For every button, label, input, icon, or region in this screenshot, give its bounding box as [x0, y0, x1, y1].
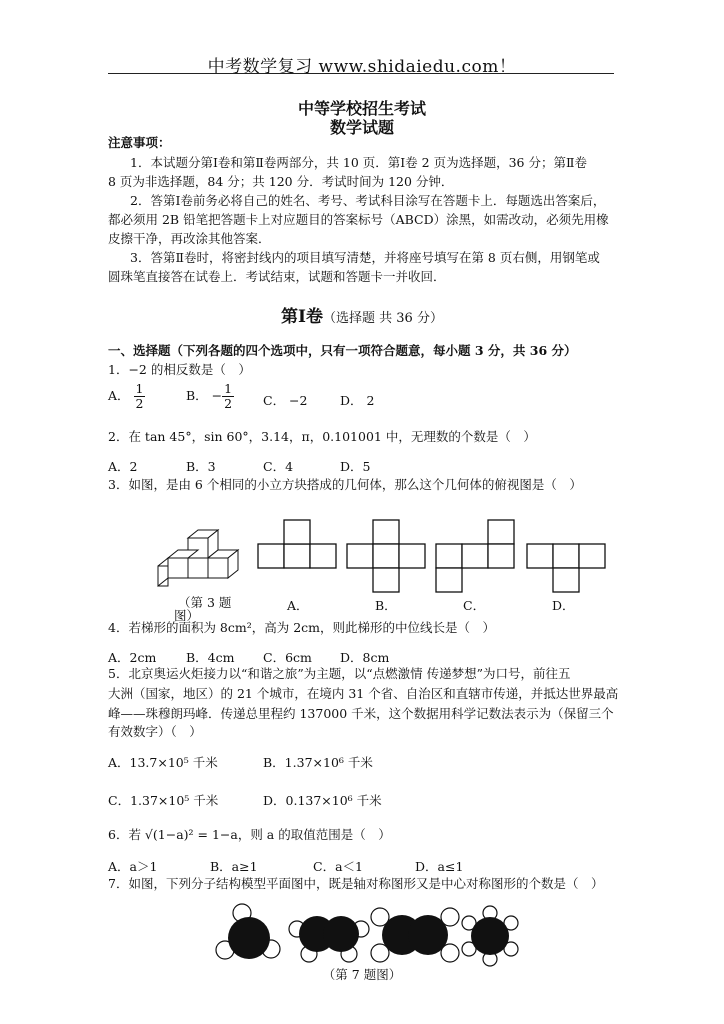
q2-option-a: A．2: [108, 459, 138, 474]
q7-caption: （第 7 题图）: [322, 967, 402, 982]
q1-a-label: A．: [108, 388, 130, 403]
q3-option-d-figure: [527, 544, 607, 592]
q1-b-label: B．: [186, 388, 208, 403]
q3-caption-l2: 图）: [174, 608, 200, 623]
q3-stem: 3．如图，是由 6 个相同的小立方块搭成的几何体，那么这个几何体的俯视图是（ ）: [108, 477, 582, 492]
q6-option-c: C．a＜1: [313, 859, 363, 874]
q1-b-num: 1: [224, 381, 233, 396]
q7-stem: 7．如图，下列分子结构模型平面图中，既是轴对称图形又是中心对称图形的个数是（ ）: [108, 876, 604, 891]
notice-p2-line2: 都必须用 2B 铅笔把答题卡上对应题目的答案标号（ABCD）涂黑，如需改动，必须先用橡: [108, 212, 609, 227]
q1-option-d: D． 2: [340, 393, 375, 408]
notice-p2-line3: 皮擦干净，再改涂其他答案．: [108, 231, 271, 246]
q7-molecule-4: [460, 906, 520, 966]
q3-option-b-figure: [347, 520, 427, 592]
q2-option-d: D．5: [340, 459, 371, 474]
section-title-main: 第Ⅰ卷: [281, 307, 323, 327]
q5-option-a: A．13.7×10⁵ 千米: [108, 755, 218, 770]
q5-option-b: B．1.37×10⁶ 千米: [263, 755, 373, 770]
q4-option-b: B．4cm: [186, 650, 235, 665]
notice-p1-line2: 8 页为非选择题，84 分；共 120 分．考试时间为 120 分钟．: [108, 174, 454, 189]
q5-option-d: D．0.137×10⁶ 千米: [263, 793, 382, 808]
q6-stem: 6．若 √(1−a)² = 1−a，则 a 的取值范围是（ ）: [108, 827, 391, 842]
q2-option-c: C．4: [263, 459, 294, 474]
q5-line2: 大洲（国家，地区）的 21 个城市，在境内 31 个省、自治区和直辖市传递，并抵达世界最高: [108, 686, 619, 701]
q4-stem: 4．若梯形的面积为 8cm²，高为 2cm，则此梯形的中位线长是（ ）: [108, 620, 496, 635]
q6-option-b: B．a≥1: [210, 859, 258, 874]
notice-p1-line1: 1．本试题分第Ⅰ卷和第Ⅱ卷两部分，共 10 页．第Ⅰ卷 2 页为选择题，36 分；第Ⅱ卷: [130, 155, 587, 170]
q6-option-a: A．a＞1: [108, 859, 158, 874]
q3-option-a: A．: [287, 598, 309, 613]
q3-cube-solid: [158, 520, 248, 590]
part-heading: 一、选择题（下列各题的四个选项中，只有一项符合题意，每小题 3 分，共 36 分）: [108, 343, 577, 358]
q5-line4: 有效数字）（ ）: [108, 724, 202, 739]
notice-p2-line1: 2．答第Ⅰ卷前务必将自己的姓名、考号、考试科目涂写在答题卡上．每题选出答案后，: [130, 193, 606, 208]
q1-option-c: C． −2: [263, 393, 308, 408]
q4-option-c: C．6cm: [263, 650, 312, 665]
q5-line3: 峰——珠穆朗玛峰．传递总里程约 137000 千米，这个数据用科学记数法表示为（保留三个: [108, 706, 614, 721]
q7-molecule-1: [215, 903, 285, 967]
q1-b-sign: −: [211, 388, 223, 403]
q1-a-den: 2: [135, 396, 144, 411]
q3-option-c-figure: [436, 520, 516, 592]
section-title: [0, 302, 724, 327]
q3-option-a-figure: [258, 520, 338, 570]
q1-b-den: 2: [224, 396, 233, 411]
notice-heading: 注意事项：: [108, 135, 171, 150]
q7-molecule-3: [370, 903, 460, 967]
notice-p3-line1: 3．答第Ⅱ卷时，将密封线内的项目填写清楚，并将座号填写在第 8 页右侧，用钢笔或: [130, 250, 600, 265]
q3-option-c: C．: [463, 598, 486, 613]
q1-option-b: [186, 382, 234, 411]
header-rule: [108, 73, 614, 74]
exam-subtitle: 数学试题: [329, 118, 394, 137]
q1-b-fraction: [222, 382, 234, 411]
q6-option-d: D．a≤1: [415, 859, 464, 874]
q2-option-b: B．3: [186, 459, 216, 474]
q3-option-b: B．: [375, 598, 397, 613]
q4-option-d: D．8cm: [340, 650, 390, 665]
q3-option-d: D．: [552, 598, 575, 613]
q2-stem: 2．在 tan 45°，sin 60°，3.14，π，0.101001 中，无理数的个数是（ ）: [108, 429, 536, 444]
q3-caption-l1: （第 3 题: [178, 595, 232, 610]
notice-p3-line2: 圆珠笔直接答在试卷上．考试结束，试题和答题卡一并收回．: [108, 269, 446, 284]
q1-stem: 1．−2 的相反数是（ ）: [108, 362, 251, 377]
q1-a-num: 1: [135, 381, 144, 396]
q1-option-a: [108, 382, 145, 411]
exam-title: 中等学校招生考试: [297, 99, 426, 118]
section-title-sub: （选择题 共 36 分）: [323, 311, 443, 326]
q5-option-c: C．1.37×10⁵ 千米: [108, 793, 219, 808]
page-header: 中考数学复习 www.shidaiedu.com！: [207, 57, 517, 77]
q4-option-a: A．2cm: [108, 650, 157, 665]
q5-line1: 5．北京奥运火炬接力以“和谐之旅”为主题，以“点燃激情 传递梦想”为口号，前往五: [108, 666, 571, 681]
q7-molecule-2: [287, 904, 371, 966]
q1-a-fraction: [134, 382, 146, 411]
